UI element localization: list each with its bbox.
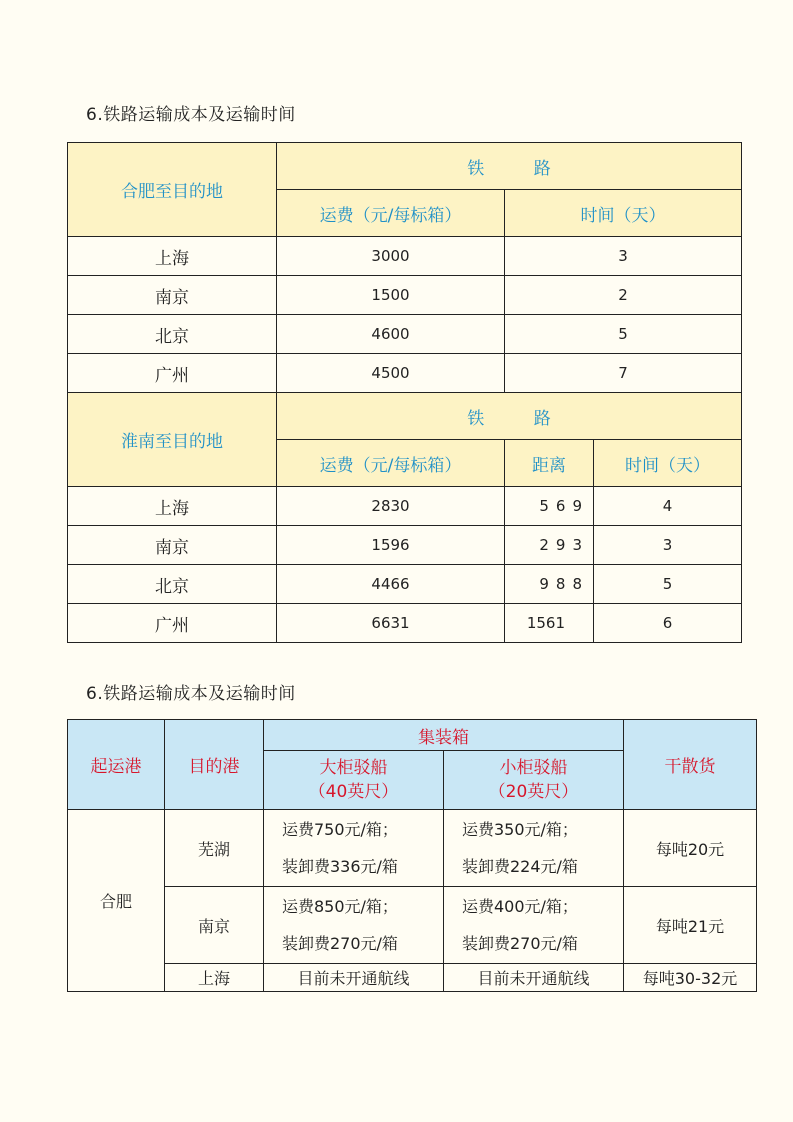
dest-cell: 北京 xyxy=(68,315,277,354)
time-cell: 5 xyxy=(594,565,742,604)
rail-header: 铁 路 xyxy=(277,143,742,190)
large-barge-size: （40英尺） xyxy=(308,782,399,802)
cost-column-header: 运费（元/每标箱） xyxy=(277,440,505,487)
cost-cell: 2830 xyxy=(277,487,505,526)
cost-cell: 4600 xyxy=(277,315,505,354)
section-title-rail: 6.铁路运输成本及运输时间 xyxy=(86,105,296,125)
time-cell: 3 xyxy=(505,237,742,276)
origin-port-header: 起运港 xyxy=(68,720,165,810)
dest-port-header: 目的港 xyxy=(165,720,264,810)
cost-cell: 1596 xyxy=(277,526,505,565)
small-barge-size: （20英尺） xyxy=(488,782,579,802)
dest-cell: 广州 xyxy=(68,604,277,643)
dest-cell: 北京 xyxy=(68,565,277,604)
bulk-cell: 每吨20元 xyxy=(624,810,757,887)
cost-cell: 3000 xyxy=(277,237,505,276)
cost-cell: 4466 xyxy=(277,565,505,604)
time-column-header: 时间（天） xyxy=(505,190,742,237)
time-cell: 4 xyxy=(594,487,742,526)
fee-line: 运费850元/箱； xyxy=(282,897,398,916)
table-row xyxy=(68,604,742,643)
bulk-header: 干散货 xyxy=(624,720,757,810)
time-cell: 3 xyxy=(594,526,742,565)
time-cell: 2 xyxy=(505,276,742,315)
container-header: 集装箱 xyxy=(264,720,624,751)
distance-cell: 293 xyxy=(505,526,594,565)
handling-line: 装卸费270元/箱 xyxy=(282,934,398,953)
small-barge-label: 小柜驳船 xyxy=(499,758,568,778)
table-row xyxy=(68,810,757,887)
table-row xyxy=(68,964,757,992)
time-cell: 5 xyxy=(505,315,742,354)
origin-huainan-header: 淮南至目的地 xyxy=(68,393,277,487)
time-cell: 6 xyxy=(594,604,742,643)
handling-line: 装卸费336元/箱 xyxy=(282,857,398,876)
distance-cell: 1561 xyxy=(505,604,594,643)
bulk-cell: 每吨21元 xyxy=(624,887,757,964)
dest-cell: 上海 xyxy=(68,487,277,526)
small-barge-cell xyxy=(444,887,624,964)
rail-header: 铁 路 xyxy=(277,393,742,440)
small-barge-header xyxy=(444,751,624,810)
large-barge-cell xyxy=(264,810,444,887)
table-row xyxy=(68,487,742,526)
large-barge-cell xyxy=(264,887,444,964)
cost-cell: 1500 xyxy=(277,276,505,315)
table-row xyxy=(68,354,742,393)
origin-hefei-header: 合肥至目的地 xyxy=(68,143,277,237)
dest-cell: 上海 xyxy=(165,964,264,992)
bulk-cell: 每吨30-32元 xyxy=(624,964,757,992)
barge-cost-table xyxy=(67,719,757,992)
origin-cell: 合肥 xyxy=(68,810,165,992)
large-barge-cell: 目前未开通航线 xyxy=(264,964,444,992)
dest-cell: 广州 xyxy=(68,354,277,393)
table-row xyxy=(68,565,742,604)
handling-line: 装卸费224元/箱 xyxy=(462,857,578,876)
table-row xyxy=(68,887,757,964)
dest-cell: 南京 xyxy=(68,276,277,315)
dest-cell: 上海 xyxy=(68,237,277,276)
table-row xyxy=(68,276,742,315)
cost-column-header: 运费（元/每标箱） xyxy=(277,190,505,237)
time-cell: 7 xyxy=(505,354,742,393)
fee-line: 运费350元/箱； xyxy=(462,820,578,839)
distance-cell: 569 xyxy=(505,487,594,526)
table-row xyxy=(68,526,742,565)
section-title-barge: 6.铁路运输成本及运输时间 xyxy=(86,684,296,704)
fee-line: 运费750元/箱； xyxy=(282,820,398,839)
small-barge-cell: 目前未开通航线 xyxy=(444,964,624,992)
distance-column-header: 距离 xyxy=(505,440,594,487)
table-row xyxy=(68,237,742,276)
distance-cell: 988 xyxy=(505,565,594,604)
fee-line: 运费400元/箱； xyxy=(462,897,578,916)
handling-line: 装卸费270元/箱 xyxy=(462,934,578,953)
cost-cell: 4500 xyxy=(277,354,505,393)
table-row xyxy=(68,315,742,354)
rail-cost-table xyxy=(67,142,742,643)
time-column-header: 时间（天） xyxy=(594,440,742,487)
small-barge-cell xyxy=(444,810,624,887)
dest-cell: 南京 xyxy=(68,526,277,565)
large-barge-header xyxy=(264,751,444,810)
dest-cell: 南京 xyxy=(165,887,264,964)
large-barge-label: 大柜驳船 xyxy=(319,758,388,778)
cost-cell: 6631 xyxy=(277,604,505,643)
dest-cell: 芜湖 xyxy=(165,810,264,887)
